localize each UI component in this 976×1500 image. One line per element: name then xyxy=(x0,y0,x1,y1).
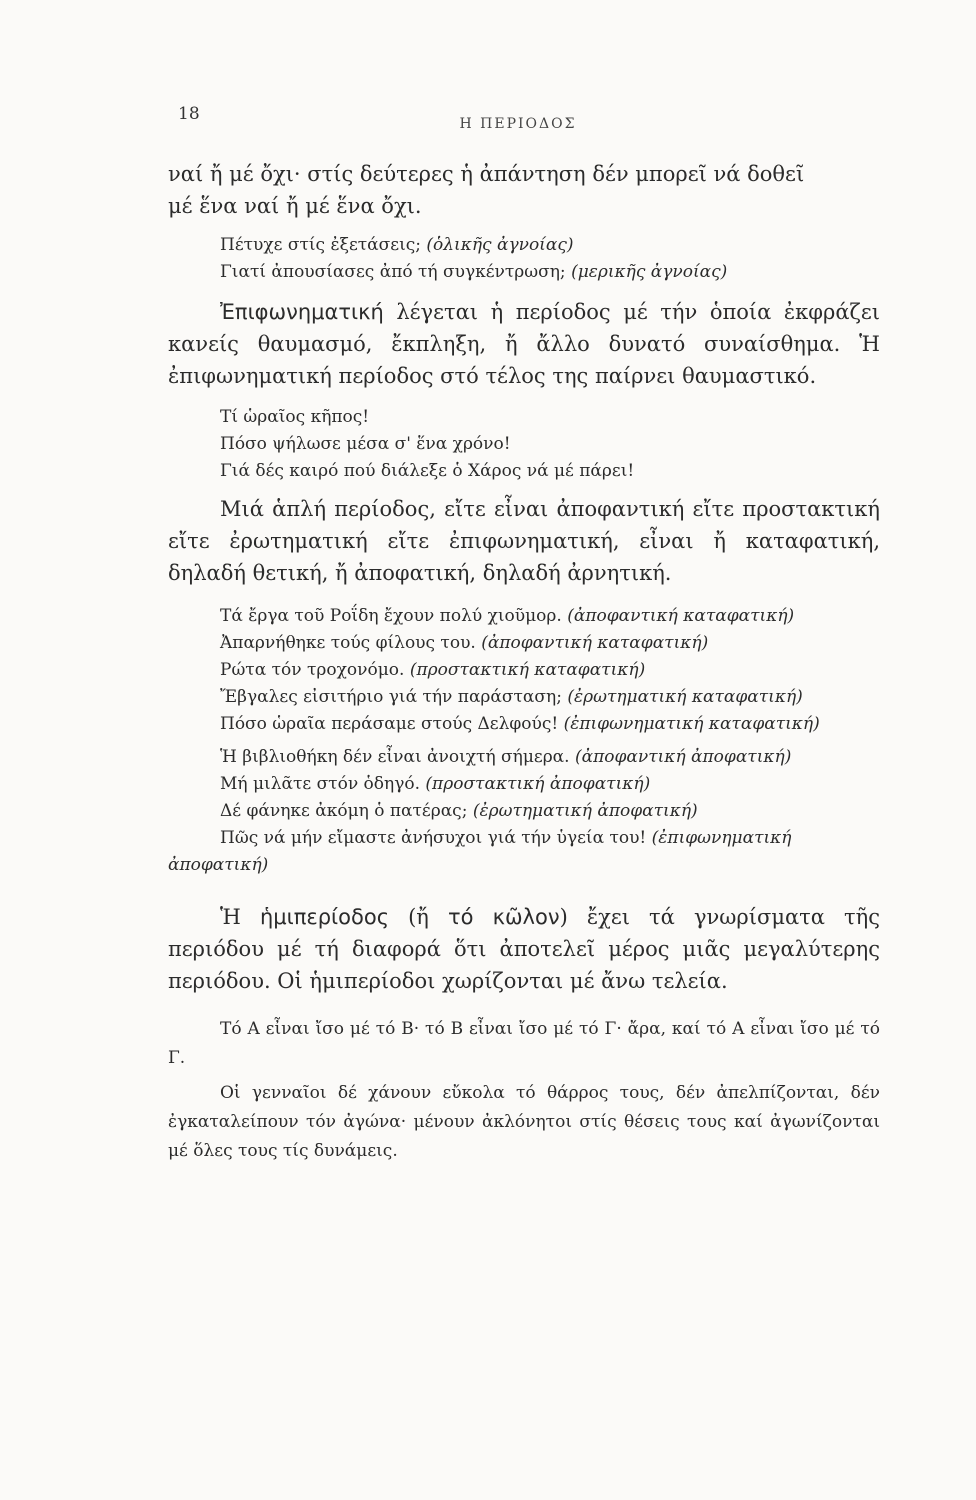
example-text: Γιατί ἀπουσίασες ἀπό τή συγκέντρωση; xyxy=(220,262,566,282)
example-annotation: (ἐρωτηματική ἀποφατική) xyxy=(472,801,698,821)
example-line xyxy=(168,684,880,711)
definition-text: λέγεται ἡ περίοδος μέ τήν ὁποία ἐκφράζει κανείς θαυμασμό, ἔκπληξη, ἤ ἄλλο δυνατό συναίσθημα. Ἡ ἐπιφωνηματική περίοδος στό τέλος της παίρνει θαυμαστικό. xyxy=(168,300,880,388)
running-title: Η ΠΕΡΙΟΔΟΣ xyxy=(459,116,577,132)
example-annotation: (προστακτική καταφατική) xyxy=(409,660,646,680)
example-annotation: (ἐπιφωνηματική ἀποφατική) xyxy=(168,828,792,875)
example-line xyxy=(168,798,880,825)
example-text: Ἔβγαλες εἰσιτήριο γιά τήν παράσταση; xyxy=(220,687,562,707)
examples-exclamatory xyxy=(168,404,880,485)
examples-semi-period xyxy=(168,1015,880,1166)
example-text: Πῶς νά μήν εἴμαστε ἀνήσυχοι γιά τήν ὑγεία του! xyxy=(220,828,647,848)
example-line xyxy=(168,771,880,798)
example-annotation: (μερικῆς ἀγνοίας) xyxy=(571,262,728,282)
example-annotation: (ἀποφαντική καταφατική) xyxy=(481,633,709,653)
example-line xyxy=(168,232,880,259)
example-text: Τά ἔργα τοῦ Ροΐδη ἔχουν πολύ χιοῦμορ. xyxy=(220,606,562,626)
example-annotation: (προστακτική ἀποφατική) xyxy=(425,774,651,794)
example-text: Πόσο ὡραῖα περάσαμε στούς Δελφούς! xyxy=(220,714,559,734)
term-kolon: τό κῶλον xyxy=(448,905,560,929)
example-line: Γιά δές καιρό πού διάλεξε ὁ Χάρος νά μέ πάρει! xyxy=(220,461,635,481)
example-line xyxy=(168,657,880,684)
paragraph-continuation xyxy=(168,158,880,222)
example-text: Ρώτα τόν τροχονόμο. xyxy=(220,660,405,680)
paragraph-exclamatory-definition xyxy=(168,296,880,392)
example-text: Πέτυχε στίς ἐξετάσεις; xyxy=(220,235,421,255)
example-line: Τί ὡραῖος κῆπος! xyxy=(220,407,370,427)
continuation-line-2: μέ ἕνα ναί ἤ μέ ἕνα ὄχι. xyxy=(168,194,422,218)
semi-period-lead: Ἡ xyxy=(220,905,260,929)
example-text: Δέ φάνηκε ἀκόμη ὁ πατέρας; xyxy=(220,801,468,821)
example-text: Ἀπαρνήθηκε τούς φίλους του. xyxy=(220,633,476,653)
semi-period-rest: ) ἔχει τά γνωρίσματα τῆς περιόδου μέ τή διαφορά ὅτι ἀποτελεῖ μέρος μιᾶς μεγαλύτερης περιόδου. Οἱ ἡμιπερίοδοι χωρίζονται μέ ἄνω τελεία. xyxy=(168,905,881,993)
paragraph-semi-period xyxy=(168,901,880,997)
example-annotation: (ἐρωτηματική καταφατική) xyxy=(567,687,803,707)
example-text: Ἡ βιβλιοθήκη δέν εἶναι ἀνοιχτή σήμερα. xyxy=(220,747,570,767)
example-annotation: (ἐπιφωνηματική καταφατική) xyxy=(563,714,820,734)
page-number: 18 xyxy=(178,104,200,124)
example-line xyxy=(168,630,880,657)
continuation-line-1: ναί ἤ μέ ὄχι· στίς δεύτερες ἡ ἀπάντηση δέν μπορεῖ νά δοθεῖ xyxy=(168,162,805,186)
example-text: Μή μιλᾶτε στόν ὁδηγό. xyxy=(220,774,421,794)
example-annotation: (ἀποφαντική καταφατική) xyxy=(567,606,795,626)
example-annotation: (ἀποφαντική ἀποφατική) xyxy=(574,747,792,767)
example-line xyxy=(168,603,880,630)
term-exclamatory: Ἐπιφωνηματική xyxy=(220,300,384,324)
example-line xyxy=(168,711,880,738)
examples-ignorance xyxy=(168,232,880,286)
examples-affirmative-negative xyxy=(168,603,880,879)
example-paragraph: Τό Α εἶναι ἴσο μέ τό Β· τό Β εἶναι ἴσο μέ τό Γ· ἄρα, καί τό Α εἶναι ἴσο μέ τό Γ. xyxy=(168,1019,880,1068)
example-line xyxy=(168,744,880,771)
example-line: Πόσο ψήλωσε μέσα σ' ἕνα χρόνο! xyxy=(220,434,511,454)
example-paragraph: Οἱ γενναῖοι δέ χάνουν εὔκολα τό θάρρος τους, δέν ἀπελπίζονται, δέν ἐγκαταλείπουν τόν ἀγώνα· μένουν ἀκλόνητοι στίς θέσεις τους καί ἀγωνίζονται μέ ὅλες τους τίς δυνάμεις. xyxy=(168,1083,880,1161)
example-line xyxy=(168,259,880,286)
semi-period-paren: (ἤ xyxy=(389,905,448,929)
example-annotation: (ὁλικῆς ἀγνοίας) xyxy=(426,235,574,255)
example-line xyxy=(168,825,880,879)
paragraph-affirmative-negative: Μιά ἁπλή περίοδος, εἴτε εἶναι ἀποφαντική εἴτε προστακτική εἴτε ἐρωτηματική εἴτε ἐπιφωνηματική, εἶναι ἤ καταφατική, δηλαδή θετική, ἤ ἀποφατική, δηλαδή ἀρνητική. xyxy=(168,497,880,585)
term-semi-period: ἡμιπερίοδος xyxy=(259,905,390,929)
page-body xyxy=(168,158,880,1166)
